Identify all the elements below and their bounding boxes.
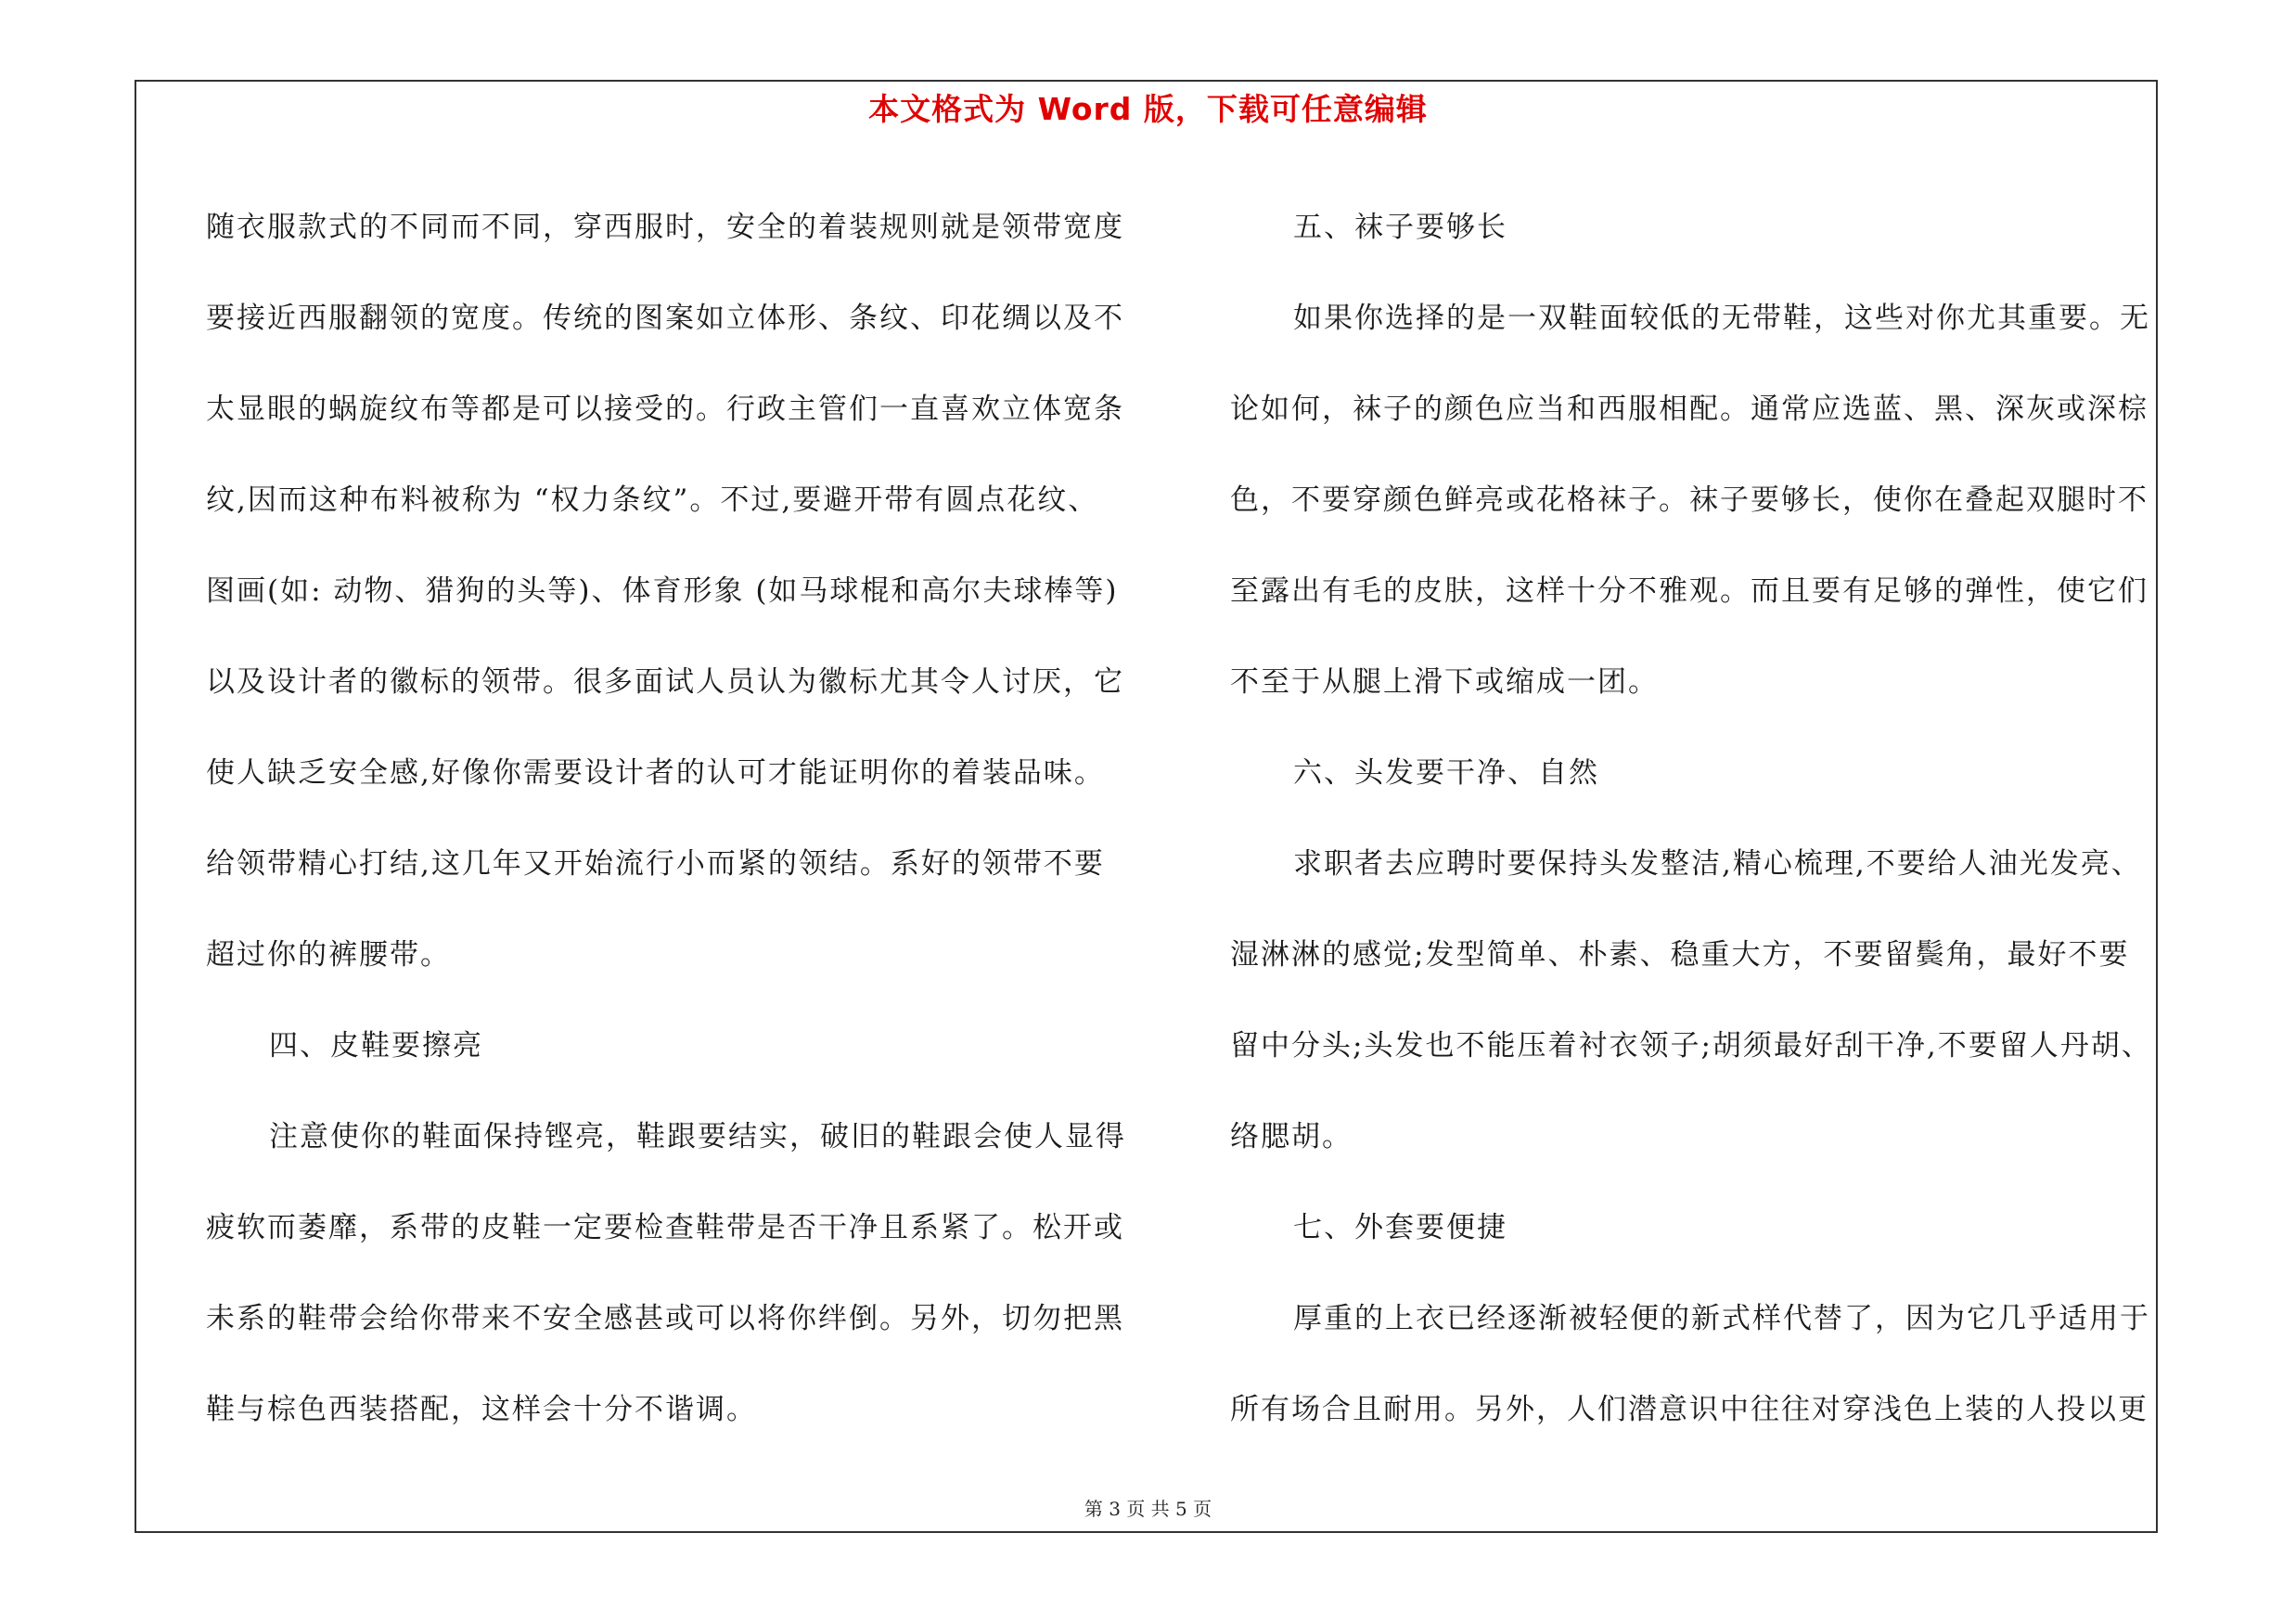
format-banner: 本文格式为 Word 版，下载可任意编辑 <box>868 91 1428 127</box>
text-line: 给领带精心打结,这几年又开始流行小而紧的领结。系好的领带不要 <box>206 847 1105 881</box>
text-line: 至露出有毛的皮肤，这样十分不雅观。而且要有足够的弹性，使它们 <box>1230 574 2148 608</box>
text-line: 留中分头;头发也不能压着衬衣领子;胡须最好刮干净,不要留人丹胡、 <box>1230 1029 2152 1063</box>
text-line: 要接近西服翻领的宽度。传统的图案如立体形、条纹、印花绸以及不 <box>206 302 1124 335</box>
text-line: 论如何，袜子的颜色应当和西服相配。通常应选蓝、黑、深灰或深棕 <box>1230 393 2148 426</box>
text-line: 不至于从腿上滑下或缩成一团。 <box>1230 665 1659 699</box>
text-line: 使人缺乏安全感,好像你需要设计者的认可才能证明你的着装品味。 <box>206 756 1105 790</box>
text-line: 色，不要穿颜色鲜亮或花格袜子。袜子要够长，使你在叠起双腿时不 <box>1230 483 2148 517</box>
text-line: 所有场合且耐用。另外，人们潜意识中往往对穿浅色上装的人投以更 <box>1230 1393 2148 1426</box>
text-line: 图画(如: 动物、猎狗的头等)、体育形象 (如马球棍和高尔夫球棒等) <box>206 574 1119 608</box>
page-number-footer: 第 3 页 共 5 页 <box>1084 1498 1212 1520</box>
text-line: 六、头发要干净、自然 <box>1293 756 1599 790</box>
text-line: 以及设计者的徽标的领带。很多面试人员认为徽标尤其令人讨厌，它 <box>206 665 1124 699</box>
text-line: 疲软而萎靡，系带的皮鞋一定要检查鞋带是否干净且系紧了。松开或 <box>206 1211 1124 1244</box>
text-line: 求职者去应聘时要保持头发整洁,精心梳理,不要给人油光发亮、 <box>1293 847 2142 881</box>
text-line: 超过你的裤腰带。 <box>206 938 451 972</box>
text-line: 纹,因而这种布料被称为 “权力条纹”。不过,要避开带有圆点花纹、 <box>206 483 1099 517</box>
text-line: 湿淋淋的感觉;发型简单、朴素、稳重大方，不要留鬓角，最好不要 <box>1230 938 2130 972</box>
text-line: 随衣服款式的不同而不同，穿西服时，安全的着装规则就是领带宽度 <box>206 211 1124 244</box>
text-line: 五、袜子要够长 <box>1293 211 1507 244</box>
right-text-column <box>1230 182 2158 1455</box>
text-line: 如果你选择的是一双鞋面较低的无带鞋，这些对你尤其重要。无 <box>1293 302 2150 335</box>
text-line: 鞋与棕色西装搭配，这样会十分不谐调。 <box>206 1393 757 1426</box>
text-line: 注意使你的鞋面保持铿亮，鞋跟要结实，破旧的鞋跟会使人显得 <box>269 1120 1126 1153</box>
text-line: 厚重的上衣已经逐渐被轻便的新式样代替了，因为它几乎适用于 <box>1293 1302 2150 1335</box>
text-line: 络腮胡。 <box>1230 1120 1353 1153</box>
text-line: 四、皮鞋要擦亮 <box>269 1029 483 1063</box>
text-line: 七、外套要便捷 <box>1293 1211 1507 1244</box>
text-line: 太显眼的蜗旋纹布等都是可以接受的。行政主管们一直喜欢立体宽条 <box>206 393 1124 426</box>
left-text-column <box>206 182 1134 1455</box>
text-line: 未系的鞋带会给你带来不安全感甚或可以将你绊倒。另外，切勿把黑 <box>206 1302 1124 1335</box>
